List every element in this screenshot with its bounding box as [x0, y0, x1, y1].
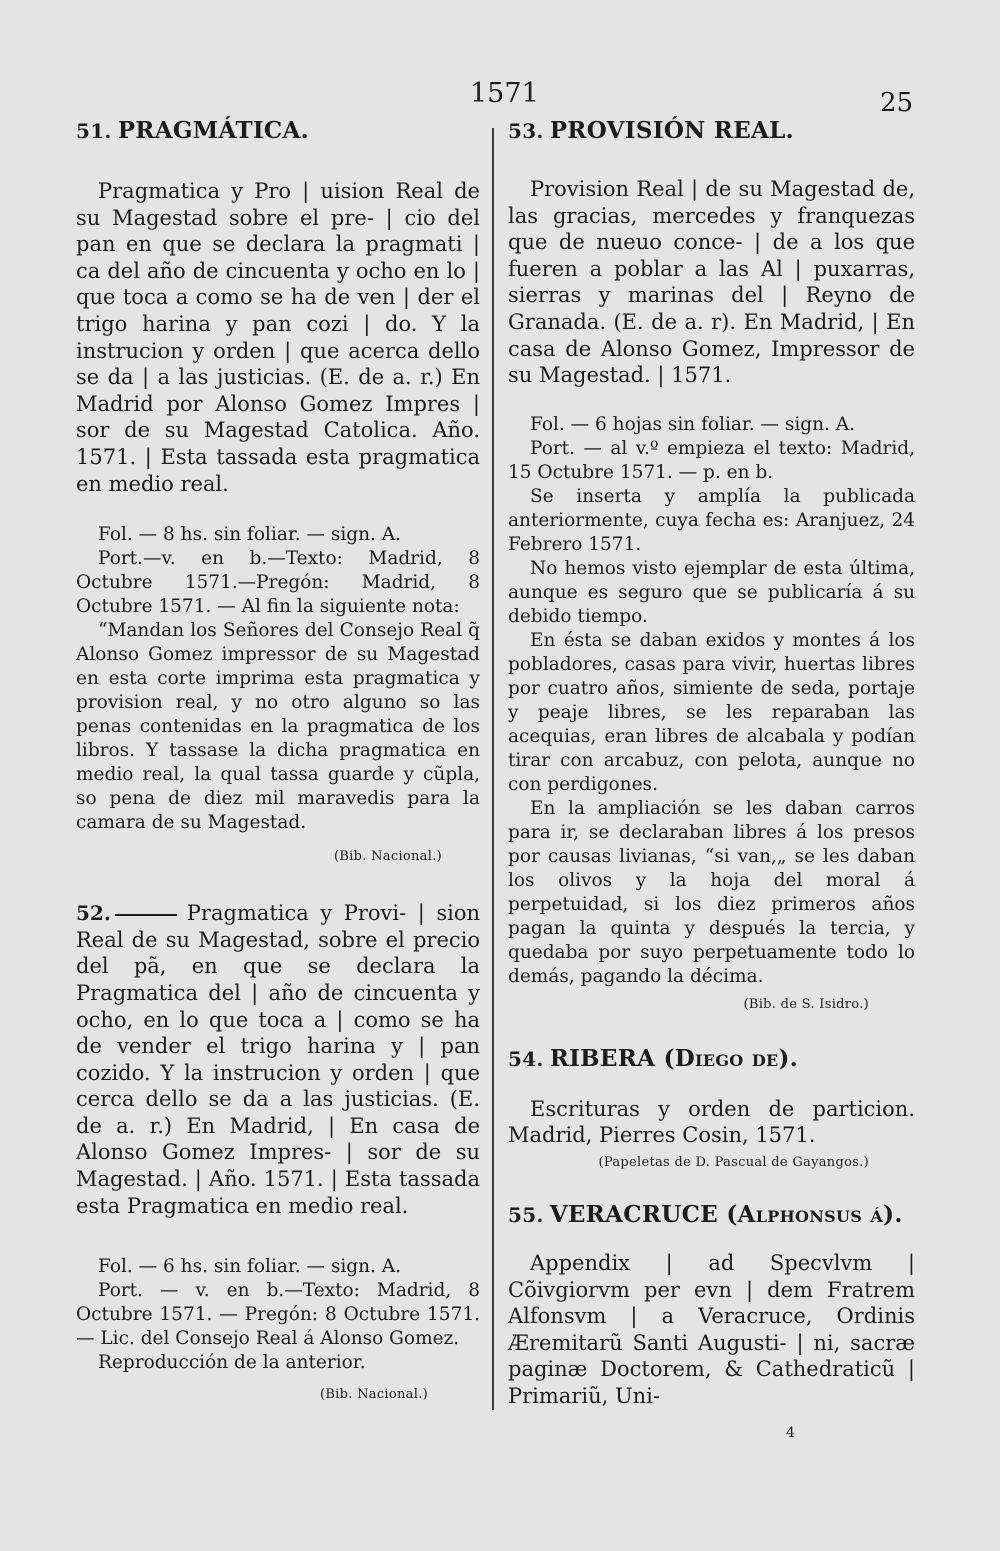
entry-51-collation: Fol. — 8 hs. sin foliar. — sign. A.: [98, 524, 402, 546]
entry-52-collation: Fol. — 6 hs. sin foliar. — sign. A.: [98, 1256, 402, 1278]
left-column: [76, 116, 480, 1402]
entry-51-port: Port.—v. en b.—Texto: Madrid, 8 Octubre 1571.—Pregón: Madrid, 8 Octubre 1571. — Al fin la siguiente nota:: [76, 548, 480, 618]
entry-53-description: Provision Real | de su Magestad de, las gracias, mercedes y franquezas que de nueuo conce- | de a los que fueren a poblar a las Al | puxarras, sierras y marinas del | Reyno de Granada. (E. de a. r). En Madrid, | En casa de Alonso Gomez, Impressor de su Magestad. | 1571.: [508, 177, 915, 388]
entry-54-number: 54.: [508, 1046, 544, 1071]
entry-54-heading: [508, 1044, 915, 1074]
entry-52-description: [76, 900, 480, 1219]
entry-51-number: 51.: [76, 119, 112, 143]
right-column: [508, 116, 915, 1410]
entry-51-source: (Bib. Nacional.): [333, 849, 442, 865]
entry-53-heading: [508, 116, 915, 146]
entry-54-source: (Papeletas de D. Pascual de Gayangos.): [598, 1154, 869, 1170]
entry-52-reproduction: Reproducción de la anterior.: [98, 1352, 366, 1374]
entry-53-note-1: Se inserta y amplía la publicada anteriormente, cuya fecha es: Aranjuez, 24 Febrero 1571.: [508, 485, 915, 555]
entry-51-description: Pragmatica y Pro | uision Real de su Magestad sobre el pre- | cio del pan en que se declara la pragmati | ca del año de cincuenta y ocho en lo | que toca a como se ha de ven | der el trigo harina y pan cozi | do. Y la instrucion y orden | que acerca dello se da | a las justicias. (E. de a. r.) En Madrid por Alonso Gomez Impres | sor de su Magestad Catolica. Año. 1571. | Esta tassada esta pragmatica en medio real.: [76, 179, 480, 496]
entry-54-author-forename: (Diego de).: [663, 1044, 799, 1072]
entry-55-author-forename: (Alphonsus á).: [726, 1200, 903, 1228]
entry-53-collation: Fol. — 6 hojas sin foliar. — sign. A.: [530, 413, 856, 435]
entry-54-description: Escrituras y orden de particion. Madrid, Pierres Cosin, 1571.: [508, 1096, 915, 1148]
entry-51-quote: “Mandan los Señores del Consejo Real q̃ Alonso Gomez impressor de su Magestad en esta corte imprima esta pragmatica y provision real, y no otro alguno so las penas contenidas en la pragmatica de los libros. Y tassase la dicha pragmatica en medio real, la qual tassa guarde y cũpla, so pena de diez mil maravedis para la camara de su Magestad.: [76, 620, 480, 834]
entry-52-text: Pragmatica y Provi- | sion Real de su Magestad, sobre el precio del pã, en que se declara la Pragmatica del | año de cincuenta y ocho, en lo que toca a | como se ha de vender el trigo harina y | pan cozido. Y la instrucion y orden | que cerca dello se da a las justicias. (E. de a. r.) En Madrid, | En casa de Alonso Gomez Impres- | sor de su Magestad. | Año. 1571. | Esta tassada esta Pragmatica en medio real.: [76, 901, 480, 1218]
printer-signature: 4: [786, 1425, 795, 1441]
entry-51-heading: [76, 116, 480, 146]
entry-55-heading: [508, 1200, 915, 1230]
entry-53-note-2: No hemos visto ejemplar de esta última, aunque es seguro que se publicaría á su debido tiempo.: [508, 557, 915, 627]
ditto-dash: [115, 914, 177, 916]
entry-53-port: Port. — al v.º empieza el texto: Madrid, 15 Octubre 1571. — p. en b.: [508, 437, 915, 483]
page-number: 25: [880, 88, 914, 118]
running-head-year: 1571: [470, 78, 539, 109]
entry-55-description: Appendix | ad Specvlvm | Cõivgiorvm per evn | dem Fratrem Alfonsvm | a Veracruce, Ordinis Æremitarũ Santi Augusti- | ni, sacræ paginæ Doctorem, & Cathedraticũ | Primariũ, Uni-: [508, 1250, 915, 1408]
entry-53-note-4: En la ampliación se les daban carros para ir, se declaraban libres á los presos por causas livianas, “si van,„ se les daban los olivos y la hoja del moral á perpetuidad, si los diez primeros años pagan la quinta y después la tercia, y quedaba por suyo perpetuamente todo lo demás, pagando la décima.: [508, 797, 915, 987]
column-divider: [492, 128, 494, 1410]
entry-53-number: 53.: [508, 119, 544, 143]
entry-53-title: PROVISIÓN REAL.: [549, 117, 794, 144]
entry-53-note-3: En ésta se daban exidos y montes á los pobladores, casas para vivir, huertas libres por cuatro años, simiente de seda, portaje y peaje libres, se les reparaban las acequias, eran libres de alcabala y podían tirar con arcabuz, con pelota, aunque no con perdigones.: [508, 629, 915, 795]
entry-54-author: RIBERA: [549, 1044, 656, 1072]
entry-53-source: (Bib. de S. Isidro.): [743, 996, 869, 1012]
entry-52-port: Port. — v. en b.—Texto: Madrid, 8 Octubre 1571. — Pregón: 8 Octubre 1571. — Lic. del Consejo Real á Alonso Gomez.: [76, 1280, 480, 1350]
entry-52-source: (Bib. Nacional.): [319, 1387, 428, 1403]
entry-55-author: VERACRUCE: [549, 1200, 719, 1228]
entry-51-title: PRAGMÁTICA.: [117, 117, 309, 144]
entry-52-number: 52.: [76, 901, 111, 926]
entry-55-number: 55.: [508, 1202, 544, 1227]
